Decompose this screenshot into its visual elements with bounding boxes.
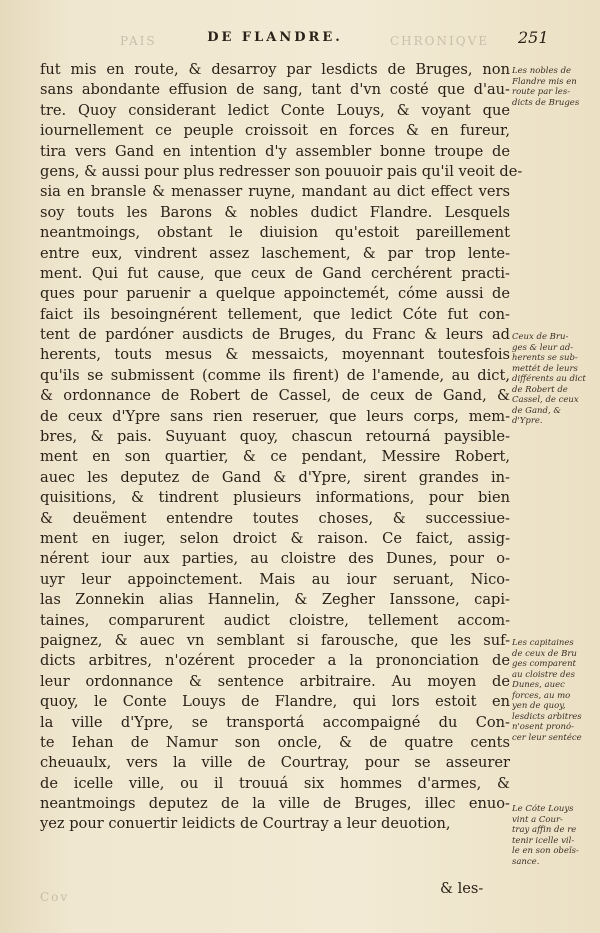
- text-line: iournellement ce peuple croissoit en forces & en fureur,: [40, 122, 510, 140]
- margin-note-line: Ceux de Bru-: [512, 332, 569, 342]
- text-line: ment en iuger, selon droict & raison. Ce faict, assig-: [40, 529, 510, 547]
- body-text: [40, 60, 523, 835]
- text-line: sans abondante effusion de sang, tant d'vn costé que d'au-: [40, 81, 510, 99]
- text-line: cheuaulx, vers la ville de Courtray, pour se asseurer: [40, 754, 510, 772]
- catchword: & les-: [440, 880, 484, 897]
- text-line: quoy, le Conte Louys de Flandre, qui lors estoit en: [40, 693, 510, 711]
- bleed-through-text: PAIS: [120, 34, 157, 48]
- text-line: taines, comparurent audict cloistre, tellement accom-: [40, 611, 510, 629]
- text-line: tre. Quoy considerant ledict Conte Louys, & voyant que: [40, 101, 510, 119]
- text-line: fut mis en route, & desarroy par lesdicts de Bruges, non: [40, 61, 510, 78]
- bleed-through-text: CHRONIQVE: [390, 34, 490, 48]
- text-line: bres, & pais. Suyuant quoy, chascun retourná paysible-: [40, 428, 510, 446]
- margin-note-line: différents au dict: [512, 374, 586, 384]
- margin-note-line: mettét de leurs: [512, 363, 578, 374]
- margin-note-line: Les capitaines: [512, 638, 574, 648]
- margin-note-line: Les nobles de: [512, 66, 572, 76]
- margin-note-line: cer leur sentéce: [512, 732, 582, 743]
- margin-note-line: ges comparent: [512, 659, 576, 669]
- text-line: nérent iour aux parties, au cloistre des Dunes, pour o-: [40, 550, 510, 568]
- margin-note-line: lesdicts arbitres: [512, 711, 582, 722]
- margin-note-line: au cloistre des: [512, 669, 575, 680]
- text-line: entre eux, vindrent assez laschement, & par trop lente-: [40, 244, 510, 262]
- text-line: paignez, & auec vn semblant si farousche, que les suf-: [40, 631, 510, 649]
- text-line: ment en son quartier, & ce pendant, Messire Robert,: [40, 448, 510, 466]
- margin-note-line: herents se sub-: [512, 353, 578, 363]
- margin-note-line: sance.: [512, 856, 540, 867]
- margin-note-line: Dunes, auec: [512, 680, 565, 690]
- margin-note-line: forces, au mo: [512, 690, 571, 701]
- text-line: ques pour paruenir a quelque appoinctemét, cóme aussi de: [40, 285, 510, 303]
- text-line: gens, & aussi pour plus redresser son pouuoir pais qu'il veoit de-: [40, 162, 523, 180]
- text-line: faict ils besoingnérent tellement, que ledict Cóte fut con-: [40, 305, 510, 323]
- text-line: sia en bransle & menasser ruyne, mandant au dict effect vers: [40, 183, 510, 201]
- text-line: dicts arbitres, n'ozérent proceder a la prononciation de: [40, 652, 510, 670]
- margin-note-line: de ceux de Bru: [512, 648, 577, 659]
- text-line: quisitions, & tindrent plusieurs informations, pour bien: [40, 489, 510, 507]
- margin-note-line: route par les-: [512, 87, 571, 97]
- page-number: 251: [518, 28, 549, 47]
- text-line: herents, touts mesus & messaicts, moyennant toutesfois: [40, 346, 510, 364]
- text-line: soy touts les Barons & nobles dudict Flandre. Lesquels: [40, 203, 510, 221]
- margin-note-line: ges & leur ad-: [512, 342, 574, 353]
- margin-note-line: de Robert de: [512, 384, 568, 395]
- margin-note-line: Cassel, de ceux: [512, 395, 579, 405]
- text-line: neantmoings deputez de la ville de Bruges, illec enuo-: [40, 795, 510, 813]
- margin-note-line: tray affin de re: [512, 825, 577, 835]
- margin-note-line: tenir icelle vil-: [512, 835, 575, 846]
- text-line: de icelle ville, ou il trouuá six hommes d'armes, &: [40, 774, 510, 792]
- text-line: auec les deputez de Gand & d'Ypre, sirent grandes in-: [40, 468, 510, 486]
- margin-note-capitaines: [512, 638, 596, 743]
- margin-note-line: yen de quoy,: [512, 701, 566, 711]
- text-line: neantmoings, obstant le diuision qu'estoit pareillement: [40, 224, 510, 242]
- text-line: ment. Qui fut cause, que ceux de Gand cerchérent practi-: [40, 264, 510, 282]
- text-line: te Iehan de Namur son oncle, & de quatre cents: [40, 733, 510, 751]
- margin-note-line: le en son obeïs-: [512, 846, 579, 856]
- margin-note-conte-louys: [512, 804, 596, 867]
- text-line: de ceux d'Ypre sans rien reseruer, que leurs corps, mem-: [40, 407, 510, 425]
- text-line: leur ordonnance & sentence arbitraire. Au moyen de: [40, 672, 510, 690]
- margin-note-line: vint a Cour-: [512, 814, 563, 825]
- margin-note-ceux-de-bruges: [512, 332, 596, 427]
- text-line: qu'ils se submissent (comme ils firent) de l'amende, au dict,: [40, 366, 510, 384]
- bleed-through-text: Cov: [40, 890, 70, 904]
- margin-note-line: n'osent pronó-: [512, 722, 574, 732]
- margin-note-line: dicts de Bruges: [512, 97, 580, 108]
- text-line: tent de pardóner ausdicts de Bruges, du Franc & leurs ad: [40, 326, 510, 344]
- margin-note-line: de Gand, &: [512, 405, 561, 416]
- margin-note-line: Le Cóte Louys: [512, 804, 574, 814]
- text-line: & deuëment entendre toutes choses, & successiue-: [40, 509, 510, 527]
- text-line: yez pour conuertir leidicts de Courtray a leur deuotion,: [40, 815, 451, 833]
- text-line: uyr leur appoinctement. Mais au iour seruant, Nico-: [40, 570, 510, 588]
- text-line: la ville d'Ypre, se transportá accompaigné du Con-: [40, 713, 510, 731]
- margin-note-line: Flandre mis en: [512, 76, 577, 87]
- running-head: DE FLANDRE.: [207, 30, 343, 45]
- text-line: tira vers Gand en intention d'y assembler bonne troupe de: [40, 142, 510, 160]
- margin-note-line: d'Ypre.: [512, 416, 543, 426]
- text-line: las Zonnekin alias Hannelin, & Zegher Ianssone, capi-: [40, 591, 510, 609]
- margin-note-nobles: [512, 66, 596, 108]
- text-line: & ordonnance de Robert de Cassel, de ceux de Gand, &: [40, 387, 510, 405]
